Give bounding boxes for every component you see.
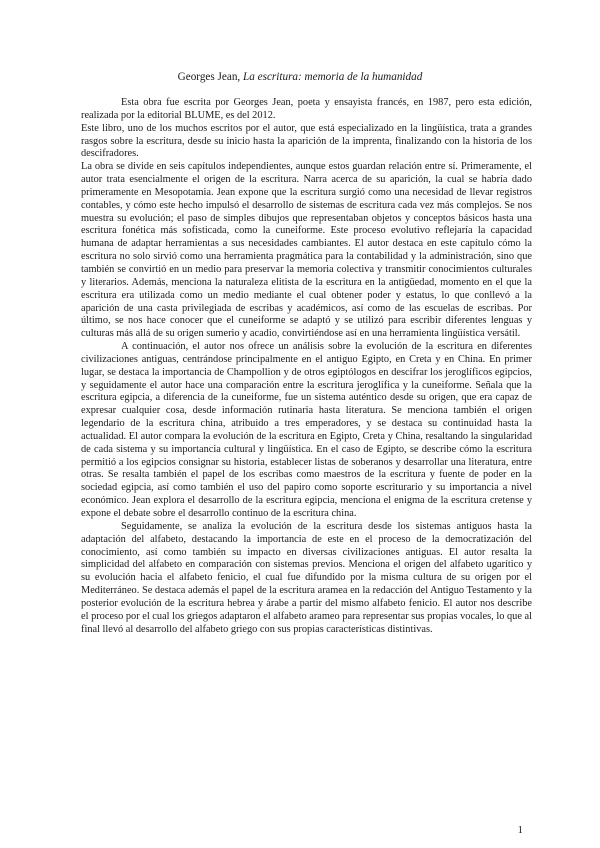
paragraph-chapter-two: A continuación, el autor nos ofrece un análisis sobre la evolución de la escritura en diferentes civilizaciones antiguas, centrándose principalmente en el antiguo Egipto, en Creta y en China. En primer lugar, se destaca la importancia de Champollion y de otros egiptólogos en descifrar los jeroglíficos egipcios, y seguidamente el autor hace una comparación entre la escritura jeroglífica y la cuneiforme. Señala que la escritura egipcia, a diferencia de la cuneiforme, fue un sistema auténtico desde su origen, que era capaz de expresar cualquier cosa, desde información rutinaria hasta literatura. Se menciona también el origen legendario de la escritura china, atribuido a tres emperadores, y se destaca su continuidad hasta la actualidad. El autor compara la evolución de la escritura en Egipto, Creta y China, resaltando la singularidad de cada sistema y su importancia cultural y lingüística. En el caso de Egipto, se describe cómo la escritura permitió a los egipcios consignar su historia, establecer listas de soberanos y desarrollar una literatura, entre otras. Se resalta también el papel de los escribas como maestros de la escritura y fuente de poder en la sociedad egipcia, así como también el uso del papiro como soporte escriturario y su importancia a nivel económico. Jean explora el desarrollo de la escritura egipcia, menciona el enigma de la escritura cretense y expone el debate sobre el desarrollo continuo de la escritura china.: [81, 341, 532, 519]
document-body: [81, 97, 532, 636]
paragraph-intro: Esta obra fue escrita por Georges Jean, poeta y ensayista francés, en 1987, pero esta edición, realizada por la editorial BLUME, es del 2012.: [81, 97, 532, 121]
paragraph-chapter-three: Seguidamente, se analiza la evolución de la escritura desde los sistemas antiguos hasta la adaptación del alfabeto, destacando la importancia de este en el proceso de la democratización del conocimiento, así como también su impacto en diversas civilizaciones antiguas. El autor resalta la simplicidad del alfabeto en comparación con sistemas previos. Menciona el origen del alfabeto ugarítico y su evolución hacia el alfabeto fenicio, el cual fue difundido por la misma cultura de su origen por el Mediterráneo. Se destaca además el papel de la escritura aramea en la redacción del Antiguo Testamento y la posterior evolución de la escritura hebrea y árabe a partir del mismo alfabeto fenicio. El autor nos describe el proceso por el cual los griegos adaptaron el alfabeto arameo para representar sus propias vocales, lo que al final llevó al desarrollo del alfabeto griego con sus propias características distintivas.: [81, 520, 532, 635]
paragraph-overview: Este libro, uno de los muchos escritos por el autor, que está especializado en la lingüística, trata a grandes rasgos sobre la escritura, desde su inicio hasta la aparición de la imprenta, finalizando con la historia de los descifradores.: [81, 122, 532, 160]
page-number: 1: [517, 824, 523, 836]
document-title: [0, 70, 600, 84]
title-author: Georges Jean,: [177, 71, 244, 83]
paragraph-chapter-one: La obra se divide en seis capítulos independientes, aunque estos guardan relación entre sí. Primeramente, el autor trata esencialmente el origen de la escritura. Narra acerca de su aparición, la cual se habría dado primeramente en Mesopotamia. Jean expone que la escritura surgió como una necesidad de llevar registros contables, y cómo este hecho impulsó el desarrollo de sistemas de escritura cada vez más complejos. Se nos muestra su evolución; el paso de simples dibujos que representaban objetos y conceptos básicos hasta una escritura fonética más sofisticada, como la cuneiforme. Este proceso evolutivo reflejaría la capacidad humana de adaptar herramientas a sus necesidades cambiantes. El autor destaca en este capítulo cómo la escritura no solo sirvió como una herramienta pragmática para la contabilidad y la administración, sino que también se convirtió en un medio para preservar la memoria colectiva y transmitir conocimientos culturales y literarios. Además, menciona la naturaleza elitista de la escritura en la antigüedad, momento en el que la escritura era utilizada como un medio mediante el cual obtener poder y estatus, lo que conllevó a la aparición de una casta privilegiada de escribas y académicos, así como de las escuelas de escribas. Por último, se nos hace conocer que el cuneiforme se adaptó y se utilizó para escribir diferentes lenguas y culturas más allá de su origen sumerio y acadio, convirtiéndose así en una herramienta lingüística versátil.: [81, 161, 532, 340]
title-work: La escritura: memoria de la humanidad: [243, 71, 423, 83]
